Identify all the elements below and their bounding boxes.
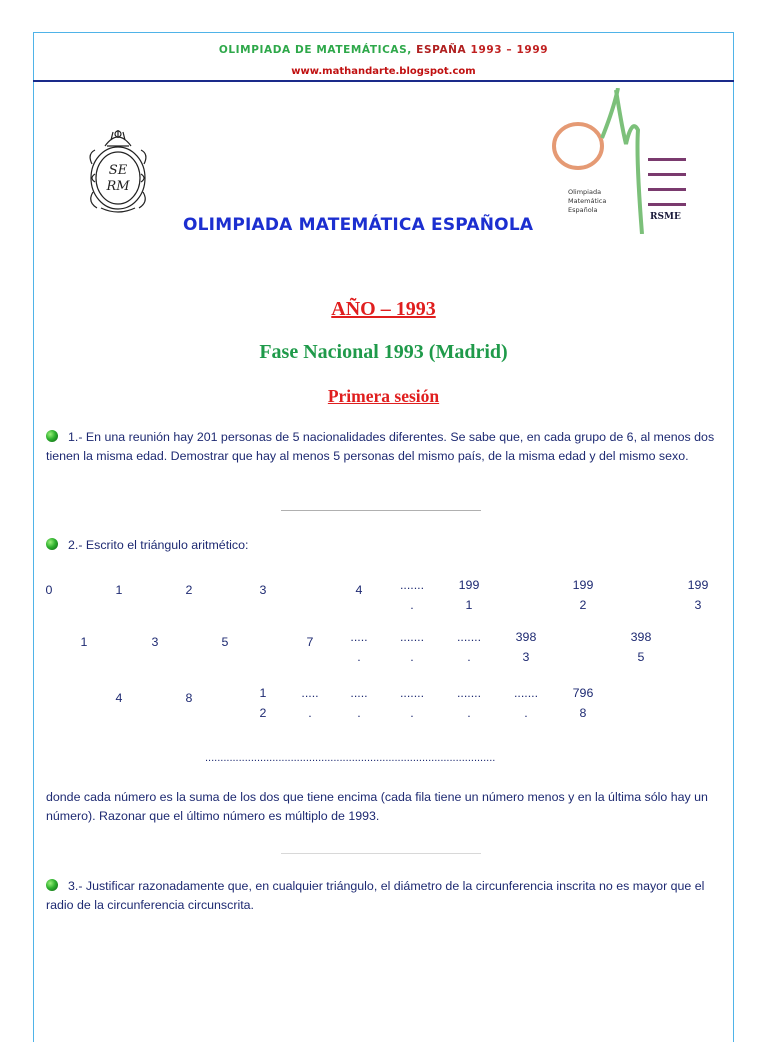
header-url[interactable]: www.mathandarte.blogspot.com xyxy=(291,66,476,77)
triangle-cell: 0 xyxy=(45,583,53,597)
triangle-cell: 2 xyxy=(185,583,193,597)
triangle-cell: 8 xyxy=(185,691,193,705)
session-title: Primera sesión xyxy=(327,386,440,406)
header-title-main: OLIMPIADA DE MATEMÁTICAS, xyxy=(218,44,412,56)
green-bullet-icon xyxy=(46,538,58,550)
problem-1-text: 1.- En una reunión hay 201 personas de 5 nacionalidades diferentes. Se sabe que, en cada grupo de 6, al menos dos tienen la misma edad. Demostrar que hay al menos 5 personas del mismo país, de la misma edad y del mismo sexo. xyxy=(46,430,715,463)
triangle-cell: 3 xyxy=(151,635,159,649)
svg-text:SE: SE xyxy=(108,163,128,178)
problem-2-intro: 2.- Escrito el triángulo aritmético: xyxy=(68,538,249,552)
problem-2-continuation: donde cada número es la suma de los dos que tiene encima (cada fila tiene un número menos y en la última sólo hay un número). Razonar que el último número es múltiplo de 1993. xyxy=(46,790,708,823)
problem-3 xyxy=(46,877,716,914)
triangle-cell: 796 8 xyxy=(572,686,594,720)
divider xyxy=(281,853,481,854)
phase-title: Fase Nacional 1993 (Madrid) xyxy=(259,341,508,363)
ome-logo-rsme: RSME xyxy=(650,212,681,222)
green-bullet-icon xyxy=(46,879,58,891)
ome-logo-line2: Matemática xyxy=(568,197,607,205)
triangle-dots: ............................................................................................... xyxy=(205,752,496,764)
triangle-cell: 199 1 xyxy=(458,578,480,612)
triangle-cell: 199 3 xyxy=(687,578,709,612)
year-title: AÑO – 1993 xyxy=(331,298,436,320)
triangle-cell: ....... . xyxy=(456,630,482,664)
triangle-cell: ....... . xyxy=(399,630,425,664)
problem-2 xyxy=(46,536,716,555)
triangle-cell: 7 xyxy=(306,635,314,649)
triangle-cell: ....... . xyxy=(513,686,539,720)
svg-text:RM: RM xyxy=(106,179,130,194)
triangle-cell: ....... . xyxy=(399,686,425,720)
header-title-country: ESPAÑA xyxy=(416,44,467,56)
triangle-cell: 398 5 xyxy=(630,630,652,664)
triangle-cell: ....... . xyxy=(399,578,425,612)
ome-logo xyxy=(552,88,686,234)
divider xyxy=(281,510,481,511)
header-rule xyxy=(33,80,734,82)
main-title: OLIMPIADA MATEMÁTICA ESPAÑOLA xyxy=(183,215,534,235)
ome-logo-line3: Española xyxy=(568,206,598,214)
triangle-cell: 3 xyxy=(259,583,267,597)
triangle-cell: ....... . xyxy=(456,686,482,720)
green-bullet-icon xyxy=(46,430,58,442)
problem-3-text: 3.- Justificar razonadamente que, en cualquier triángulo, el diámetro de la circunferencia inscrita no es mayor que el radio de la circunferencia circunscrita. xyxy=(46,879,705,912)
header-title-years: 1993 – 1999 xyxy=(470,44,549,56)
triangle-cell: 4 xyxy=(355,583,363,597)
ome-logo-line1: Olimpiada xyxy=(568,188,602,196)
triangle-cell: 1 xyxy=(80,635,88,649)
triangle-cell: 1 2 xyxy=(259,686,267,720)
rsme-seal-logo xyxy=(83,124,153,216)
ome-logo-text xyxy=(568,188,606,215)
triangle-cell: 199 2 xyxy=(572,578,594,612)
triangle-cell: 398 3 xyxy=(515,630,537,664)
problem-1 xyxy=(46,428,716,465)
triangle-cell: ..... . xyxy=(350,630,368,664)
triangle-cell: ..... . xyxy=(301,686,319,720)
triangle-cell: 1 xyxy=(115,583,123,597)
header-title xyxy=(33,44,734,56)
triangle-cell: ..... . xyxy=(350,686,368,720)
triangle-cell: 5 xyxy=(221,635,229,649)
triangle-cell: 4 xyxy=(115,691,123,705)
